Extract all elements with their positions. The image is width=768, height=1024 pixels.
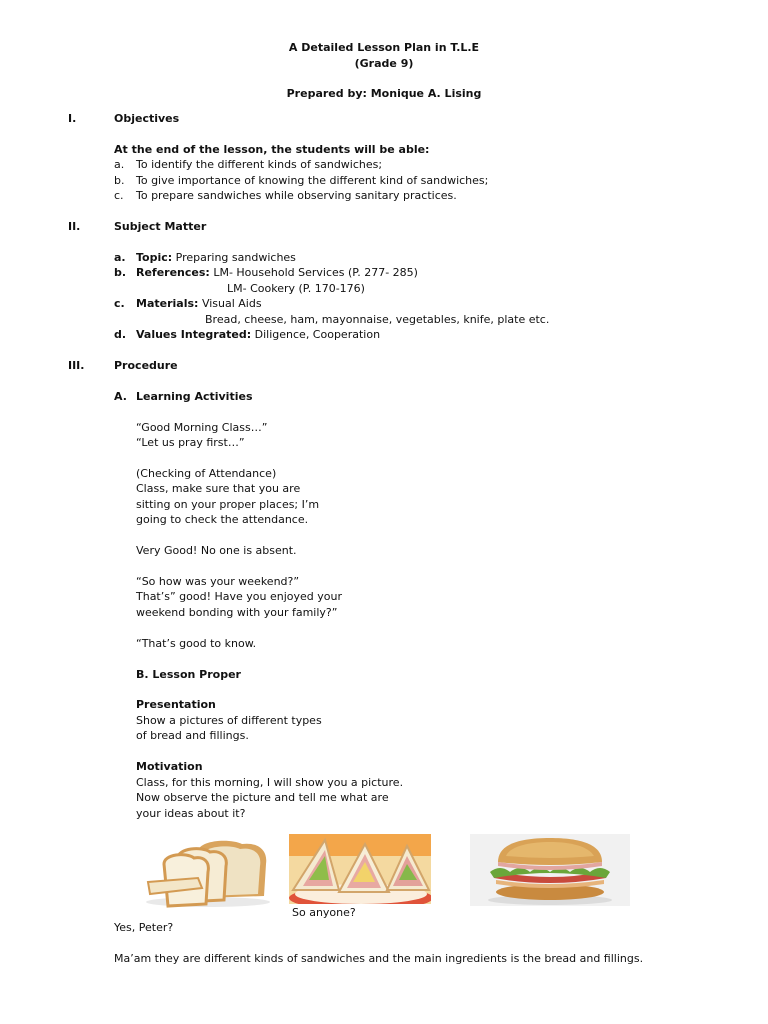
topic-label: Topic: — [136, 251, 173, 264]
dialogue-line: sitting on your proper places; I’m — [136, 498, 320, 511]
dialogue-line: going to check the attendance. — [136, 513, 309, 526]
references-line — [136, 265, 418, 280]
objective-letter-b: b. — [114, 174, 125, 187]
prepared-by: Prepared by: Monique A. Lising — [286, 87, 482, 100]
values-value: Diligence, Cooperation — [254, 328, 381, 341]
references-letter: b. — [114, 266, 127, 279]
presentation-line: of bread and fillings. — [136, 729, 249, 742]
section-numeral-1: I. — [68, 112, 77, 125]
references-value: LM- Household Services (P. 277- 285) — [213, 266, 418, 279]
objective-item-c: To prepare sandwiches while observing sanitary practices. — [136, 189, 457, 202]
objective-letter-a: a. — [114, 158, 125, 171]
references-label: References: — [136, 266, 210, 279]
materials-letter: c. — [114, 297, 125, 310]
burger-icon — [470, 834, 630, 906]
dialogue-line: Very Good! No one is absent. — [136, 544, 297, 557]
bread-loaf-photo — [138, 834, 272, 910]
bread-loaf-icon — [138, 834, 272, 910]
presentation-heading: Presentation — [136, 698, 216, 711]
topic-letter: a. — [114, 251, 126, 264]
so-anyone-line: So anyone? — [292, 906, 356, 919]
dialogue-line: weekend bonding with your family?” — [136, 606, 338, 619]
objective-item-a: To identify the different kinds of sandwiches; — [136, 158, 383, 171]
objective-letter-c: c. — [114, 189, 124, 202]
motivation-line: Class, for this morning, I will show you a picture. — [136, 776, 404, 789]
dialogue-line: That’s” good! Have you enjoyed your — [136, 590, 343, 603]
objective-item-b: To give importance of knowing the different kind of sandwiches; — [136, 174, 489, 187]
materials-line — [136, 296, 262, 311]
student-answer-line: Ma’am they are different kinds of sandwiches and the main ingredients is the bread and fillings. — [114, 952, 644, 965]
motivation-heading: Motivation — [136, 760, 203, 773]
topic-line — [136, 250, 296, 265]
dialogue-line: “Let us pray first…” — [136, 436, 245, 449]
materials-value-2: Bread, cheese, ham, mayonnaise, vegetables, knife, plate etc. — [205, 313, 550, 326]
learning-activities-heading: Learning Activities — [136, 390, 253, 403]
materials-value: Visual Aids — [201, 297, 262, 310]
values-label: Values Integrated: — [136, 328, 252, 341]
learning-activities-letter: A. — [114, 390, 127, 403]
topic-value: Preparing sandwiches — [175, 251, 296, 264]
lesson-proper-heading: B. Lesson Proper — [136, 668, 241, 681]
materials-label: Materials: — [136, 297, 199, 310]
motivation-line: Now observe the picture and tell me what are — [136, 791, 389, 804]
document-title: A Detailed Lesson Plan in T.L.E — [288, 41, 480, 54]
dialogue-line: (Checking of Attendance) — [136, 467, 277, 480]
subject-matter-heading: Subject Matter — [114, 220, 207, 233]
references-value-2: LM- Cookery (P. 170-176) — [227, 282, 365, 295]
grade-label: (Grade 9) — [354, 57, 414, 70]
yes-peter-line: Yes, Peter? — [114, 921, 174, 934]
presentation-line: Show a pictures of different types — [136, 714, 322, 727]
dialogue-line: “Good Morning Class…” — [136, 421, 268, 434]
section-numeral-3: III. — [68, 359, 85, 372]
dialogue-line: Class, make sure that you are — [136, 482, 301, 495]
objectives-heading: Objectives — [114, 112, 180, 125]
objectives-intro: At the end of the lesson, the students will be able: — [114, 143, 430, 156]
burger-sandwich-photo — [470, 834, 630, 906]
procedure-heading: Procedure — [114, 359, 178, 372]
sandwich-icon — [289, 834, 431, 904]
dialogue-line: “So how was your weekend?” — [136, 575, 300, 588]
club-sandwich-photo — [289, 834, 431, 904]
dialogue-line: “That’s good to know. — [136, 637, 257, 650]
section-numeral-2: II. — [68, 220, 81, 233]
motivation-line: your ideas about it? — [136, 807, 246, 820]
values-line — [136, 327, 380, 342]
values-letter: d. — [114, 328, 127, 341]
